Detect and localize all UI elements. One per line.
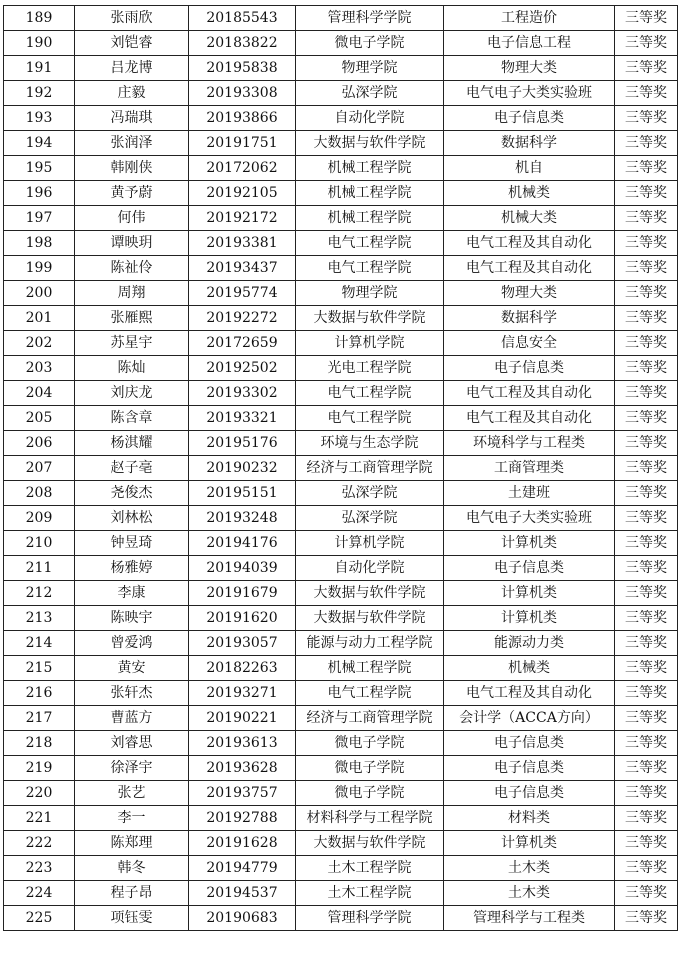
row-number-cell: 193 [4,106,75,131]
table-row [4,806,678,831]
student-name-cell: 何伟 [75,206,189,231]
school-cell: 电气工程学院 [296,406,444,431]
row-number-cell: 218 [4,731,75,756]
table-row [4,331,678,356]
student-name-cell: 张润泽 [75,131,189,156]
student-name-cell: 张雨欣 [75,6,189,31]
table-row [4,831,678,856]
student-id-cell: 20193248 [189,506,296,531]
row-number-cell: 210 [4,531,75,556]
student-name-cell: 陈祉伶 [75,256,189,281]
table-row [4,631,678,656]
student-name-cell: 吕龙博 [75,56,189,81]
award-cell: 三等奖 [615,356,678,381]
row-number-cell: 199 [4,256,75,281]
award-cell: 三等奖 [615,831,678,856]
major-cell: 计算机类 [444,831,615,856]
school-cell: 大数据与软件学院 [296,306,444,331]
student-id-cell: 20192788 [189,806,296,831]
school-cell: 大数据与软件学院 [296,831,444,856]
student-name-cell: 刘铠睿 [75,31,189,56]
table-row [4,81,678,106]
table-row [4,481,678,506]
award-cell: 三等奖 [615,331,678,356]
major-cell: 电气工程及其自动化 [444,681,615,706]
major-cell: 电气电子大类实验班 [444,81,615,106]
major-cell: 电气工程及其自动化 [444,381,615,406]
student-id-cell: 20193613 [189,731,296,756]
student-name-cell: 曹蓝方 [75,706,189,731]
table-row [4,756,678,781]
row-number-cell: 209 [4,506,75,531]
major-cell: 电气工程及其自动化 [444,406,615,431]
student-name-cell: 苏星宇 [75,331,189,356]
row-number-cell: 205 [4,406,75,431]
student-id-cell: 20195774 [189,281,296,306]
row-number-cell: 216 [4,681,75,706]
major-cell: 数据科学 [444,306,615,331]
student-name-cell: 李康 [75,581,189,606]
row-number-cell: 195 [4,156,75,181]
school-cell: 机械工程学院 [296,656,444,681]
award-cell: 三等奖 [615,581,678,606]
major-cell: 电子信息类 [444,781,615,806]
student-id-cell: 20192272 [189,306,296,331]
student-name-cell: 刘庆龙 [75,381,189,406]
student-name-cell: 张艺 [75,781,189,806]
table-row [4,281,678,306]
student-name-cell: 尧俊杰 [75,481,189,506]
student-name-cell: 刘睿思 [75,731,189,756]
student-name-cell: 谭映玥 [75,231,189,256]
school-cell: 土木工程学院 [296,856,444,881]
school-cell: 机械工程学院 [296,156,444,181]
student-id-cell: 20190683 [189,906,296,931]
table-row [4,406,678,431]
row-number-cell: 204 [4,381,75,406]
student-name-cell: 李一 [75,806,189,831]
row-number-cell: 220 [4,781,75,806]
row-number-cell: 189 [4,6,75,31]
student-id-cell: 20193321 [189,406,296,431]
row-number-cell: 215 [4,656,75,681]
row-number-cell: 194 [4,131,75,156]
major-cell: 电子信息类 [444,756,615,781]
major-cell: 电子信息类 [444,356,615,381]
student-id-cell: 20195838 [189,56,296,81]
school-cell: 微电子学院 [296,781,444,806]
table-row [4,881,678,906]
school-cell: 弘深学院 [296,81,444,106]
row-number-cell: 213 [4,606,75,631]
student-id-cell: 20185543 [189,6,296,31]
student-id-cell: 20193381 [189,231,296,256]
award-cell: 三等奖 [615,731,678,756]
table-row [4,31,678,56]
major-cell: 电子信息类 [444,731,615,756]
table-row [4,556,678,581]
student-name-cell: 徐泽宇 [75,756,189,781]
school-cell: 大数据与软件学院 [296,581,444,606]
award-cell: 三等奖 [615,606,678,631]
row-number-cell: 223 [4,856,75,881]
student-name-cell: 杨淇耀 [75,431,189,456]
major-cell: 工程造价 [444,6,615,31]
row-number-cell: 192 [4,81,75,106]
table-row [4,456,678,481]
school-cell: 电气工程学院 [296,381,444,406]
award-cell: 三等奖 [615,806,678,831]
major-cell: 机械大类 [444,206,615,231]
school-cell: 管理科学学院 [296,6,444,31]
award-cell: 三等奖 [615,281,678,306]
student-name-cell: 韩刚侠 [75,156,189,181]
student-id-cell: 20191628 [189,831,296,856]
award-cell: 三等奖 [615,31,678,56]
row-number-cell: 224 [4,881,75,906]
student-name-cell: 黄安 [75,656,189,681]
table-row [4,506,678,531]
award-cell: 三等奖 [615,81,678,106]
student-name-cell: 曾爱鸿 [75,631,189,656]
student-id-cell: 20182263 [189,656,296,681]
award-cell: 三等奖 [615,481,678,506]
table-row [4,56,678,81]
award-cell: 三等奖 [615,706,678,731]
award-cell: 三等奖 [615,456,678,481]
table-row [4,156,678,181]
student-id-cell: 20193308 [189,81,296,106]
student-id-cell: 20194039 [189,556,296,581]
award-cell: 三等奖 [615,506,678,531]
student-id-cell: 20191751 [189,131,296,156]
row-number-cell: 201 [4,306,75,331]
major-cell: 管理科学与工程类 [444,906,615,931]
table-row [4,131,678,156]
row-number-cell: 212 [4,581,75,606]
major-cell: 能源动力类 [444,631,615,656]
major-cell: 数据科学 [444,131,615,156]
major-cell: 电气工程及其自动化 [444,231,615,256]
student-name-cell: 周翔 [75,281,189,306]
school-cell: 物理学院 [296,56,444,81]
school-cell: 机械工程学院 [296,181,444,206]
student-id-cell: 20193271 [189,681,296,706]
student-id-cell: 20193302 [189,381,296,406]
awards-table [3,5,678,931]
student-name-cell: 项钰雯 [75,906,189,931]
student-name-cell: 张雁熙 [75,306,189,331]
school-cell: 弘深学院 [296,481,444,506]
awards-table-body [4,6,678,931]
student-id-cell: 20172062 [189,156,296,181]
school-cell: 弘深学院 [296,506,444,531]
major-cell: 土建班 [444,481,615,506]
major-cell: 环境科学与工程类 [444,431,615,456]
student-id-cell: 20191679 [189,581,296,606]
award-cell: 三等奖 [615,656,678,681]
award-cell: 三等奖 [615,381,678,406]
award-cell: 三等奖 [615,431,678,456]
award-cell: 三等奖 [615,881,678,906]
award-cell: 三等奖 [615,106,678,131]
student-name-cell: 张轩杰 [75,681,189,706]
table-row [4,381,678,406]
table-row [4,656,678,681]
row-number-cell: 225 [4,906,75,931]
student-name-cell: 杨雅婷 [75,556,189,581]
major-cell: 机械类 [444,656,615,681]
award-cell: 三等奖 [615,131,678,156]
school-cell: 光电工程学院 [296,356,444,381]
student-name-cell: 程子昂 [75,881,189,906]
school-cell: 管理科学学院 [296,906,444,931]
student-id-cell: 20190221 [189,706,296,731]
school-cell: 材料科学与工程学院 [296,806,444,831]
award-cell: 三等奖 [615,556,678,581]
major-cell: 土木类 [444,881,615,906]
major-cell: 机械类 [444,181,615,206]
student-name-cell: 陈灿 [75,356,189,381]
school-cell: 微电子学院 [296,731,444,756]
award-cell: 三等奖 [615,781,678,806]
row-number-cell: 198 [4,231,75,256]
student-name-cell: 刘林松 [75,506,189,531]
student-name-cell: 庄毅 [75,81,189,106]
award-cell: 三等奖 [615,531,678,556]
school-cell: 大数据与软件学院 [296,606,444,631]
table-row [4,231,678,256]
school-cell: 经济与工商管理学院 [296,456,444,481]
major-cell: 电子信息工程 [444,31,615,56]
row-number-cell: 208 [4,481,75,506]
student-id-cell: 20183822 [189,31,296,56]
school-cell: 大数据与软件学院 [296,131,444,156]
school-cell: 计算机学院 [296,331,444,356]
major-cell: 土木类 [444,856,615,881]
student-name-cell: 钟昱琦 [75,531,189,556]
school-cell: 电气工程学院 [296,256,444,281]
table-row [4,706,678,731]
award-cell: 三等奖 [615,156,678,181]
award-cell: 三等奖 [615,56,678,81]
award-cell: 三等奖 [615,206,678,231]
school-cell: 微电子学院 [296,31,444,56]
row-number-cell: 217 [4,706,75,731]
student-name-cell: 陈郑理 [75,831,189,856]
row-number-cell: 222 [4,831,75,856]
table-row [4,306,678,331]
table-row [4,206,678,231]
row-number-cell: 211 [4,556,75,581]
major-cell: 物理大类 [444,56,615,81]
table-row [4,256,678,281]
row-number-cell: 190 [4,31,75,56]
row-number-cell: 196 [4,181,75,206]
major-cell: 机自 [444,156,615,181]
row-number-cell: 202 [4,331,75,356]
table-row [4,906,678,931]
major-cell: 会计学（ACCA方向） [444,706,615,731]
student-id-cell: 20190232 [189,456,296,481]
school-cell: 计算机学院 [296,531,444,556]
school-cell: 物理学院 [296,281,444,306]
student-id-cell: 20193866 [189,106,296,131]
row-number-cell: 203 [4,356,75,381]
student-id-cell: 20193057 [189,631,296,656]
student-name-cell: 陈映宇 [75,606,189,631]
table-row [4,681,678,706]
student-id-cell: 20193757 [189,781,296,806]
student-id-cell: 20194779 [189,856,296,881]
school-cell: 自动化学院 [296,556,444,581]
award-cell: 三等奖 [615,231,678,256]
award-cell: 三等奖 [615,406,678,431]
student-id-cell: 20192502 [189,356,296,381]
row-number-cell: 214 [4,631,75,656]
award-cell: 三等奖 [615,756,678,781]
student-id-cell: 20194176 [189,531,296,556]
row-number-cell: 206 [4,431,75,456]
school-cell: 经济与工商管理学院 [296,706,444,731]
table-row [4,6,678,31]
major-cell: 计算机类 [444,581,615,606]
table-row [4,606,678,631]
table-row [4,106,678,131]
school-cell: 环境与生态学院 [296,431,444,456]
table-row [4,731,678,756]
school-cell: 自动化学院 [296,106,444,131]
major-cell: 计算机类 [444,606,615,631]
major-cell: 物理大类 [444,281,615,306]
school-cell: 电气工程学院 [296,681,444,706]
school-cell: 土木工程学院 [296,881,444,906]
student-id-cell: 20195176 [189,431,296,456]
table-row [4,356,678,381]
school-cell: 微电子学院 [296,756,444,781]
major-cell: 计算机类 [444,531,615,556]
table-row [4,181,678,206]
award-cell: 三等奖 [615,906,678,931]
award-cell: 三等奖 [615,256,678,281]
award-cell: 三等奖 [615,306,678,331]
award-cell: 三等奖 [615,6,678,31]
student-id-cell: 20172659 [189,331,296,356]
row-number-cell: 197 [4,206,75,231]
row-number-cell: 221 [4,806,75,831]
award-cell: 三等奖 [615,681,678,706]
row-number-cell: 200 [4,281,75,306]
major-cell: 电子信息类 [444,106,615,131]
major-cell: 材料类 [444,806,615,831]
row-number-cell: 191 [4,56,75,81]
major-cell: 电子信息类 [444,556,615,581]
student-id-cell: 20193628 [189,756,296,781]
award-cell: 三等奖 [615,631,678,656]
student-id-cell: 20191620 [189,606,296,631]
student-name-cell: 赵子亳 [75,456,189,481]
table-row [4,431,678,456]
table-row [4,581,678,606]
student-name-cell: 冯瑞琪 [75,106,189,131]
row-number-cell: 219 [4,756,75,781]
student-name-cell: 韩冬 [75,856,189,881]
student-name-cell: 黄予蔚 [75,181,189,206]
student-id-cell: 20195151 [189,481,296,506]
school-cell: 能源与动力工程学院 [296,631,444,656]
award-cell: 三等奖 [615,856,678,881]
student-id-cell: 20194537 [189,881,296,906]
student-id-cell: 20192172 [189,206,296,231]
student-id-cell: 20192105 [189,181,296,206]
student-name-cell: 陈含章 [75,406,189,431]
student-id-cell: 20193437 [189,256,296,281]
award-cell: 三等奖 [615,181,678,206]
table-row [4,531,678,556]
school-cell: 电气工程学院 [296,231,444,256]
major-cell: 电气电子大类实验班 [444,506,615,531]
table-row [4,781,678,806]
row-number-cell: 207 [4,456,75,481]
major-cell: 工商管理类 [444,456,615,481]
major-cell: 电气工程及其自动化 [444,256,615,281]
school-cell: 机械工程学院 [296,206,444,231]
major-cell: 信息安全 [444,331,615,356]
table-row [4,856,678,881]
